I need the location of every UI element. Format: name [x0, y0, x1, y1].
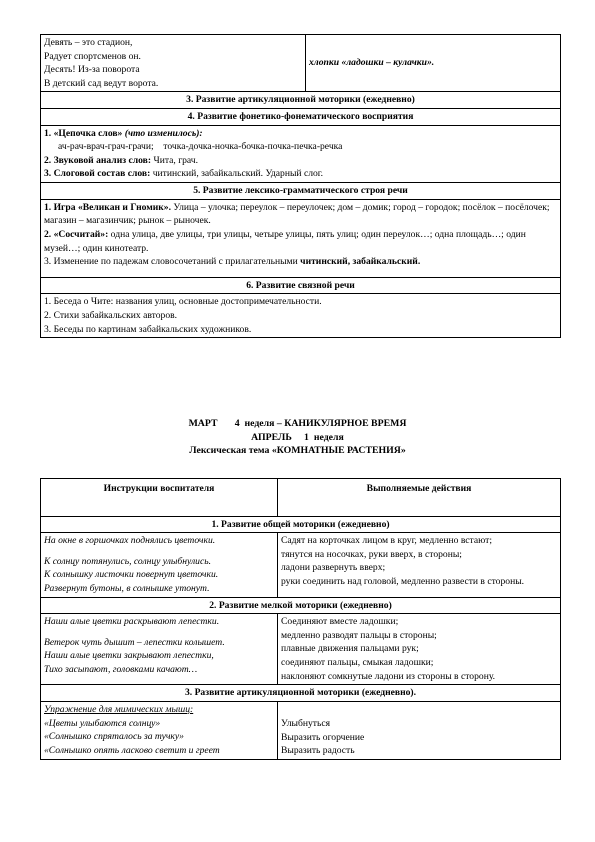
poem-cell [41, 35, 306, 92]
lexical-item-1: 1. Игра «Великан и Гномик». Улица – улочка; переулок – переулочек; дом – домик; город – городок; посёлок – посёлочек; магазин – магазинчик; рынок – рыночек. [44, 201, 550, 227]
heading-line-1: МАРТ 4 неделя – КАНИКУЛЯРНОЕ ВРЕМЯ [188, 418, 407, 429]
action-line: Выразить радость [281, 745, 355, 757]
fine-motor-instructions [41, 614, 278, 685]
action-line: медленно разводят пальцы в стороны; [281, 629, 437, 641]
lexical-content [41, 199, 561, 277]
instruction-line: Ветерок чуть дышит – лепестки колышет. [44, 636, 225, 648]
speech-item: 1. Беседа о Чите: названия улиц, основные достопримечательности. [44, 296, 322, 308]
lexical-item-2: 2. «Сосчитай»: одна улица, две улицы, три улицы, четыре улицы, пять улиц; один переулок…; одна площадь…; один музей…; один кинотеатр. [44, 228, 526, 254]
action-line: Улыбнуться [281, 717, 330, 729]
poem-line: В детский сад ведут ворота. [44, 77, 159, 89]
column-header-actions: Выполняемые действия [278, 479, 561, 517]
section-speech-header: 6. Развитие связной речи [41, 277, 561, 294]
action-line: руки соединить над головой, медленно развести в стороны. [281, 576, 525, 588]
instruction-line: «Цветы улыбаются солнцу» [44, 717, 161, 729]
speech-item: 3. Беседы по картинам забайкальских художников. [44, 323, 252, 335]
instruction-line: Наши алые цветки закрывают лепестки, [44, 650, 214, 662]
action-line: плавные движения пальцами рук; [281, 643, 419, 655]
poem-row [41, 35, 561, 92]
section-fine-motor-header: 2. Развитие мелкой моторики (ежедневно) [41, 597, 561, 614]
lexical-item-3: 3. Изменение по падежам словосочетаний с прилагательными читинский, забайкальский. [44, 256, 421, 268]
speech-content [41, 294, 561, 338]
lexical-theme: Лексическая тема «КОМНАТНЫЕ РАСТЕНИЯ» [189, 445, 406, 457]
action-line: Выразить огорчение [281, 731, 365, 743]
poem-action: хлопки «ладошки – кулачки». [309, 57, 435, 69]
phonetic-item-3: 3. Слоговой состав слов: читинский, забайкальский. Ударный слог. [44, 168, 324, 180]
fine-motor-actions [278, 614, 561, 685]
top-table [40, 34, 561, 338]
instruction-line: К солнышку листочки повернут цветочки. [44, 569, 219, 581]
section-articulation-header: 3. Развитие артикуляционной моторики (ежедневно) [41, 92, 561, 109]
gross-motor-instructions [41, 533, 278, 597]
gross-motor-actions [278, 533, 561, 597]
table-header-row [41, 479, 561, 517]
phonetic-item-2: 2. Звуковой анализ слов: Чита, грач. [44, 154, 199, 166]
section-phonetic-header: 4. Развитие фонетико-фонематического восприятия [41, 109, 561, 126]
phonetic-chain: ач-рач-врач-грач-грачи; точка-дочка-ночка-бочка-почка-печка-речка [58, 141, 343, 153]
column-header-instructions: Инструкции воспитателя [41, 479, 278, 517]
action-line: наклоняют сомкнутые ладони из стороны в сторону. [281, 670, 496, 682]
instruction-line: Тихо засыпают, головками качают… [44, 664, 198, 676]
action-line: Соединяют вместе ладошки; [281, 616, 399, 628]
section-gross-motor-header: 1. Развитие общей моторики (ежедневно) [41, 516, 561, 533]
instruction-line: На окне в горшочках поднялись цветочки. [44, 535, 216, 547]
week-heading [0, 417, 595, 458]
phonetic-content [41, 125, 561, 182]
section-articulation-header-2: 3. Развитие артикуляционной моторики (ежедневно). [41, 685, 561, 702]
instruction-line: Развернут бутоны, в солнышке утонут. [44, 583, 210, 595]
poem-line: Десять! Из-за поворота [44, 64, 140, 76]
poem-action-cell [306, 35, 561, 92]
instruction-line: К солнцу потянулись, солнцу улыбнулись. [44, 555, 211, 567]
exercise-heading: Упражнение для мимических мышц: [44, 703, 194, 715]
speech-item: 2. Стихи забайкальских авторов. [44, 309, 178, 321]
action-line: ладони развернуть вверх; [281, 562, 386, 574]
articulation-actions [278, 701, 561, 759]
section-lexical-header: 5. Развитие лексико-грамматического строя речи [41, 183, 561, 200]
instruction-line: Наши алые цветки раскрывают лепестки. [44, 616, 220, 628]
poem-line: Девять – это стадион, [44, 37, 133, 48]
action-line: соединяют пальцы, смыкая ладошки; [281, 657, 434, 669]
articulation-instructions [41, 701, 278, 759]
instruction-line: «Солнышко опять ласково светит и греет [44, 744, 220, 756]
poem-line: Радует спортсменов он. [44, 50, 141, 62]
action-line: Садят на корточках лицом в круг, медленно встают; [281, 535, 493, 547]
instruction-line: «Солнышко спряталось за тучку» [44, 731, 184, 743]
phonetic-item-1: 1. «Цепочка слов» (что изменилось): [44, 127, 203, 139]
heading-line-2: АПРЕЛЬ 1 неделя [251, 431, 344, 443]
plants-table [40, 478, 561, 760]
action-line: тянутся на носочках, руки вверх, в стороны; [281, 548, 462, 560]
